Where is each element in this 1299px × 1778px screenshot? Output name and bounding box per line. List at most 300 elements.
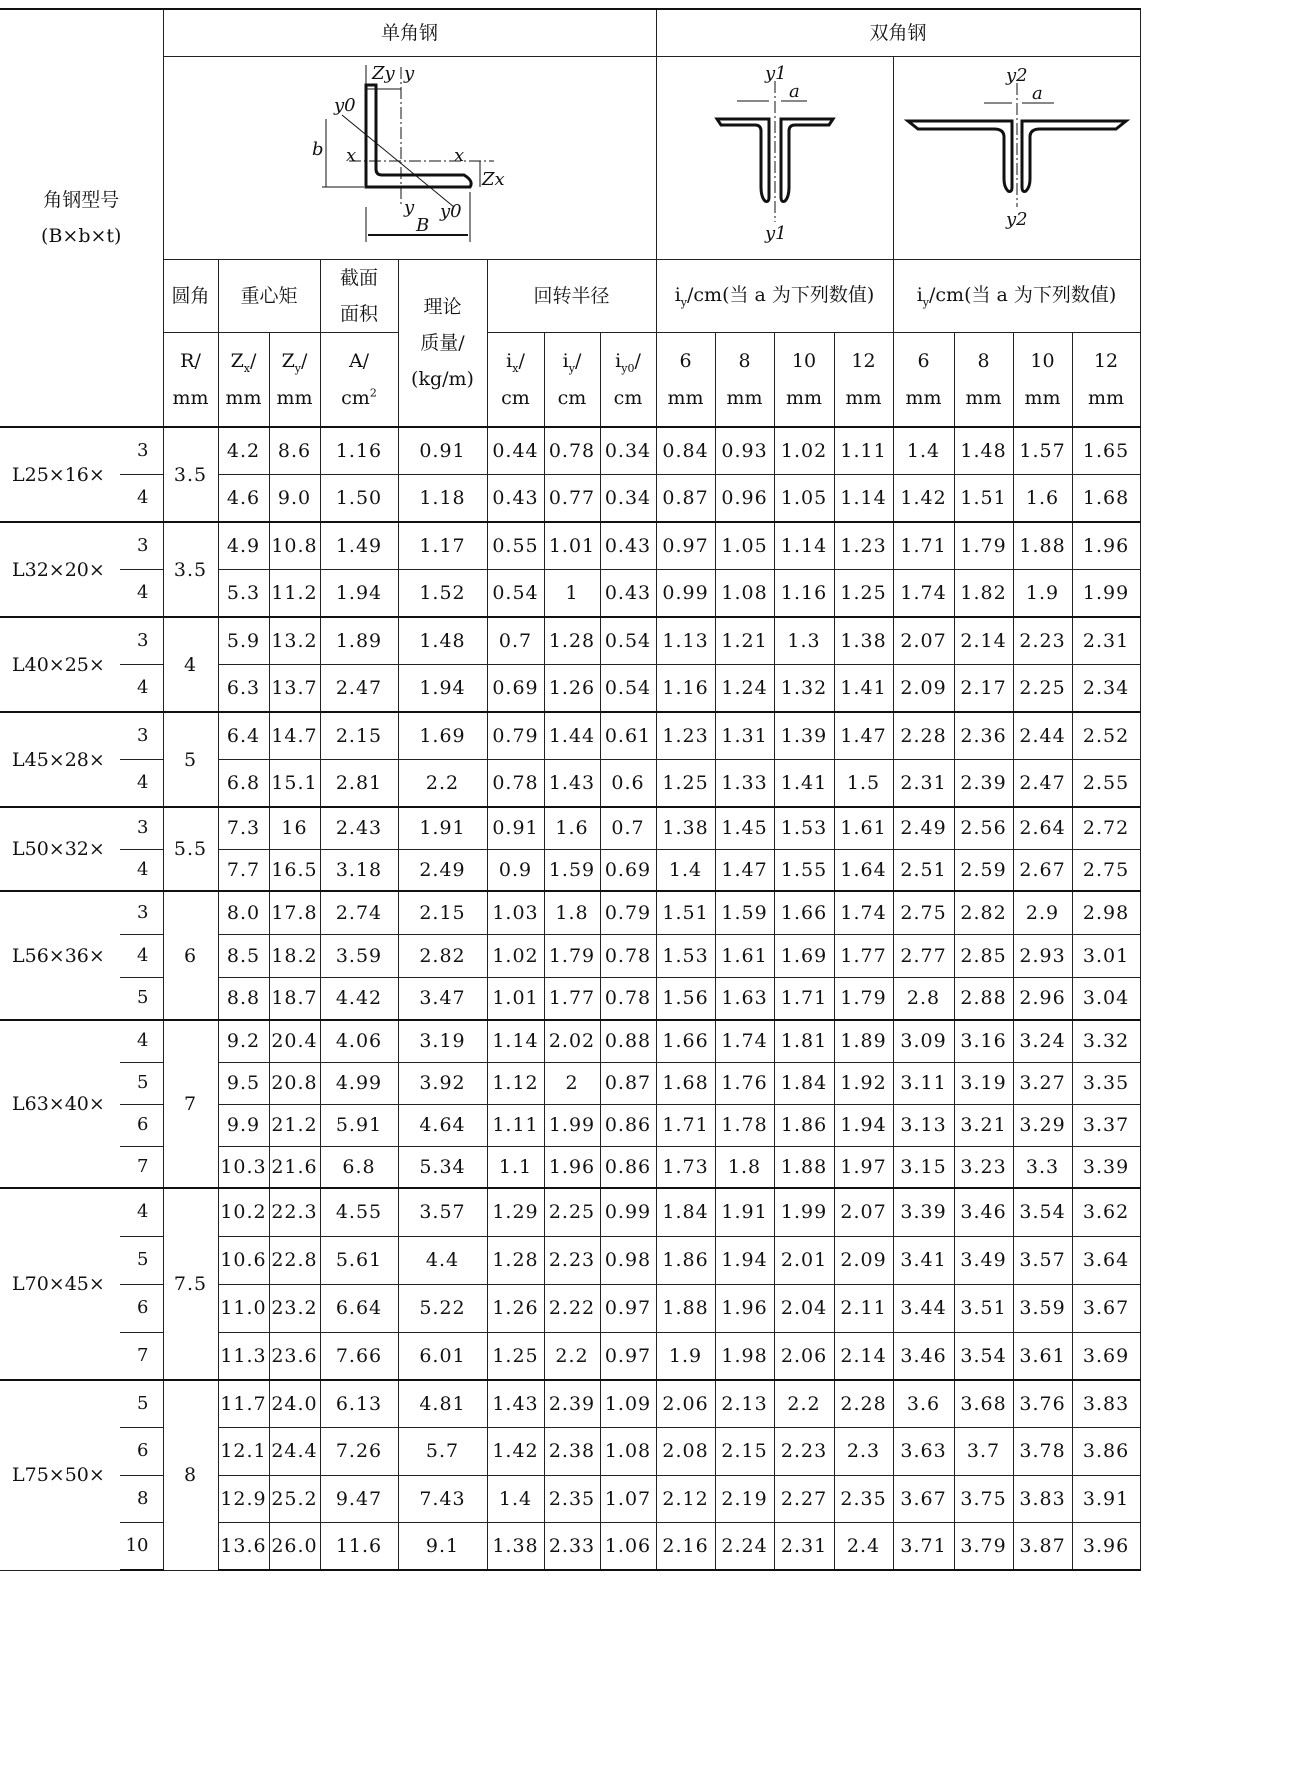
- value-cell: 21.2: [269, 1104, 320, 1146]
- value-cell: 1.43: [487, 1380, 544, 1428]
- value-cell: 9.0: [269, 475, 320, 523]
- value-cell: 1.59: [715, 891, 774, 934]
- value-cell: 7.7: [218, 849, 269, 891]
- value-cell: 3.63: [893, 1428, 954, 1476]
- value-cell: 2.39: [544, 1380, 600, 1428]
- section-area-line2: 面积: [339, 302, 378, 325]
- value-cell: 3.13: [893, 1104, 954, 1146]
- double-angle-figure-2: [894, 57, 1140, 247]
- table-row: [0, 1188, 1140, 1236]
- value-cell: 3.46: [954, 1188, 1013, 1236]
- value-cell: 4.55: [320, 1188, 398, 1236]
- value-cell: 0.78: [600, 934, 656, 977]
- value-cell: 4.64: [398, 1104, 487, 1146]
- value-cell: 2.49: [398, 849, 487, 891]
- value-cell: 13.7: [269, 665, 320, 713]
- value-cell: 1.71: [893, 522, 954, 570]
- value-cell: 2.72: [1072, 807, 1140, 849]
- double-angle-header: 双角钢: [656, 9, 1140, 56]
- value-cell: 1.47: [715, 849, 774, 891]
- value-cell: 0.91: [487, 807, 544, 849]
- centroid-distance-header: 重心矩: [218, 259, 320, 332]
- value-cell: 1.99: [1072, 570, 1140, 618]
- section-name: L50×32×: [0, 807, 120, 891]
- value-cell: 5.61: [320, 1236, 398, 1284]
- value-cell: 11.0: [218, 1284, 269, 1332]
- value-cell: 0.43: [600, 522, 656, 570]
- value-cell: 1.77: [544, 977, 600, 1020]
- value-cell: 16.5: [269, 849, 320, 891]
- value-cell: 1.01: [544, 522, 600, 570]
- value-cell: 1.61: [715, 934, 774, 977]
- value-cell: 7.66: [320, 1332, 398, 1380]
- section-name: L75×50×: [0, 1380, 120, 1570]
- value-cell: 1.86: [656, 1236, 715, 1284]
- value-cell: 0.78: [600, 977, 656, 1020]
- value-cell: 3.83: [1013, 1475, 1072, 1523]
- thickness: 6: [120, 1104, 163, 1146]
- section-name: L70×45×: [0, 1188, 120, 1380]
- value-cell: 6.8: [320, 1146, 398, 1188]
- value-cell: 1.28: [544, 617, 600, 665]
- value-cell: 1.89: [320, 617, 398, 665]
- section-type-formula: (B×b×t): [41, 225, 122, 248]
- corner-radius: 5.5: [163, 807, 218, 891]
- value-cell: 1.69: [774, 934, 834, 977]
- label-y2-top: y2: [1005, 64, 1028, 86]
- value-cell: 2.74: [320, 891, 398, 934]
- value-cell: 3.59: [1013, 1284, 1072, 1332]
- value-cell: 2.25: [1013, 665, 1072, 713]
- value-cell: 2.16: [656, 1523, 715, 1571]
- value-cell: 1.38: [834, 617, 893, 665]
- table-row: [0, 522, 1140, 570]
- value-cell: 3.91: [1072, 1475, 1140, 1523]
- value-cell: 8.8: [218, 977, 269, 1020]
- value-cell: 2.06: [774, 1332, 834, 1380]
- value-cell: 4.9: [218, 522, 269, 570]
- value-cell: 2.2: [544, 1332, 600, 1380]
- label-b-width: B: [415, 214, 429, 236]
- value-cell: 20.4: [269, 1020, 320, 1062]
- value-cell: 1.02: [774, 427, 834, 475]
- thickness: 3: [120, 807, 163, 849]
- value-cell: 1.05: [715, 522, 774, 570]
- value-cell: 1.99: [544, 1104, 600, 1146]
- value-cell: 0.6: [600, 760, 656, 808]
- value-cell: 0.79: [600, 891, 656, 934]
- value-cell: 0.54: [600, 617, 656, 665]
- value-cell: 1.94: [834, 1104, 893, 1146]
- thickness: 5: [120, 1062, 163, 1104]
- value-cell: 1.99: [774, 1188, 834, 1236]
- value-cell: 11.2: [269, 570, 320, 618]
- value-cell: 1.28: [487, 1236, 544, 1284]
- thickness: 5: [120, 977, 163, 1020]
- value-cell: 2.08: [656, 1428, 715, 1476]
- thickness: 4: [120, 1020, 163, 1062]
- value-cell: 3.16: [954, 1020, 1013, 1062]
- value-cell: 1.47: [834, 712, 893, 760]
- value-cell: 6.4: [218, 712, 269, 760]
- unit-iy0: $i_{y0}/$ cm: [600, 332, 656, 427]
- value-cell: 2.02: [544, 1020, 600, 1062]
- value-cell: 1.73: [656, 1146, 715, 1188]
- table-row: [0, 712, 1140, 760]
- section-name: L56×36×: [0, 891, 120, 1020]
- value-cell: 1.66: [774, 891, 834, 934]
- radius-of-gyration-header: 回转半径: [487, 259, 656, 332]
- value-cell: 9.9: [218, 1104, 269, 1146]
- value-cell: 2.27: [774, 1475, 834, 1523]
- thickness: 3: [120, 712, 163, 760]
- value-cell: 1.98: [715, 1332, 774, 1380]
- value-cell: 24.4: [269, 1428, 320, 1476]
- value-cell: 2: [544, 1062, 600, 1104]
- thickness: 3: [120, 617, 163, 665]
- value-cell: 5.91: [320, 1104, 398, 1146]
- value-cell: 1.74: [715, 1020, 774, 1062]
- value-cell: 1.78: [715, 1104, 774, 1146]
- value-cell: 3.6: [893, 1380, 954, 1428]
- value-cell: 1.66: [656, 1020, 715, 1062]
- round-corner-header: 圆角: [163, 259, 218, 332]
- value-cell: 2.28: [893, 712, 954, 760]
- value-cell: 1.68: [1072, 475, 1140, 523]
- value-cell: 1.50: [320, 475, 398, 523]
- value-cell: 1.43: [544, 760, 600, 808]
- value-cell: 7.3: [218, 807, 269, 849]
- thickness: 6: [120, 1428, 163, 1476]
- thickness: 3: [120, 891, 163, 934]
- value-cell: 3.64: [1072, 1236, 1140, 1284]
- label-x-left: x: [345, 144, 356, 166]
- value-cell: 2.07: [893, 617, 954, 665]
- value-cell: 21.6: [269, 1146, 320, 1188]
- value-cell: 12.1: [218, 1428, 269, 1476]
- value-cell: 2.15: [715, 1428, 774, 1476]
- thickness: 7: [120, 1146, 163, 1188]
- value-cell: 8.6: [269, 427, 320, 475]
- value-cell: 1.13: [656, 617, 715, 665]
- spacing-a-8mm-header: 8 mm: [715, 332, 774, 427]
- value-cell: 1.51: [656, 891, 715, 934]
- value-cell: 0.54: [487, 570, 544, 618]
- value-cell: 1.23: [656, 712, 715, 760]
- value-cell: 3.96: [1072, 1523, 1140, 1571]
- value-cell: 1.25: [834, 570, 893, 618]
- value-cell: 2.31: [774, 1523, 834, 1571]
- value-cell: 1.49: [320, 522, 398, 570]
- thickness: 3: [120, 427, 163, 475]
- value-cell: 2.82: [954, 891, 1013, 934]
- value-cell: 4.99: [320, 1062, 398, 1104]
- value-cell: 0.98: [600, 1236, 656, 1284]
- value-cell: 1.71: [774, 977, 834, 1020]
- value-cell: 0.43: [600, 570, 656, 618]
- value-cell: 1.57: [1013, 427, 1072, 475]
- value-cell: 1.33: [715, 760, 774, 808]
- iy-short-leg-header: $i_y/cm$(当 a 为下列数值): [656, 259, 893, 332]
- corner-radius: 7: [163, 1020, 218, 1188]
- value-cell: 11.3: [218, 1332, 269, 1380]
- value-cell: 26.0: [269, 1523, 320, 1571]
- corner-radius: 5: [163, 712, 218, 807]
- value-cell: 3.75: [954, 1475, 1013, 1523]
- thickness: 4: [120, 475, 163, 523]
- value-cell: 0.69: [600, 849, 656, 891]
- value-cell: 1.53: [656, 934, 715, 977]
- value-cell: 1.48: [954, 427, 1013, 475]
- value-cell: 0.87: [656, 475, 715, 523]
- spacing-a-12mm-header: 12 mm: [834, 332, 893, 427]
- value-cell: 2.47: [1013, 760, 1072, 808]
- value-cell: 4.06: [320, 1020, 398, 1062]
- thickness: 10: [120, 1523, 163, 1571]
- value-cell: 1.6: [544, 807, 600, 849]
- value-cell: 18.7: [269, 977, 320, 1020]
- value-cell: 1.18: [398, 475, 487, 523]
- spacing-a-6mm-header: 6 mm: [893, 332, 954, 427]
- value-cell: 1.89: [834, 1020, 893, 1062]
- value-cell: 3.61: [1013, 1332, 1072, 1380]
- value-cell: 1.31: [715, 712, 774, 760]
- value-cell: 1.88: [1013, 522, 1072, 570]
- value-cell: 0.34: [600, 427, 656, 475]
- thickness: 6: [120, 1284, 163, 1332]
- value-cell: 0.44: [487, 427, 544, 475]
- value-cell: 2.64: [1013, 807, 1072, 849]
- value-cell: 8.5: [218, 934, 269, 977]
- value-cell: 0.97: [600, 1284, 656, 1332]
- value-cell: 0.55: [487, 522, 544, 570]
- value-cell: 2.13: [715, 1380, 774, 1428]
- value-cell: 2.06: [656, 1380, 715, 1428]
- value-cell: 3.67: [893, 1475, 954, 1523]
- value-cell: 1.91: [398, 807, 487, 849]
- value-cell: 2.23: [544, 1236, 600, 1284]
- value-cell: 2.56: [954, 807, 1013, 849]
- value-cell: 2.96: [1013, 977, 1072, 1020]
- value-cell: 2.09: [893, 665, 954, 713]
- unit-zx: $Z_x/$ mm: [218, 332, 269, 427]
- value-cell: 2.11: [834, 1284, 893, 1332]
- value-cell: 18.2: [269, 934, 320, 977]
- value-cell: 1.16: [774, 570, 834, 618]
- corner-radius: 4: [163, 617, 218, 712]
- value-cell: 0.97: [656, 522, 715, 570]
- value-cell: 1.55: [774, 849, 834, 891]
- value-cell: 1.42: [893, 475, 954, 523]
- value-cell: 3.71: [893, 1523, 954, 1571]
- value-cell: 1.84: [774, 1062, 834, 1104]
- value-cell: 1.29: [487, 1188, 544, 1236]
- value-cell: 3.09: [893, 1020, 954, 1062]
- value-cell: 2.12: [656, 1475, 715, 1523]
- mass-line1: 理论: [423, 295, 462, 318]
- value-cell: 0.87: [600, 1062, 656, 1104]
- value-cell: 1.44: [544, 712, 600, 760]
- value-cell: 3.01: [1072, 934, 1140, 977]
- value-cell: 2.19: [715, 1475, 774, 1523]
- value-cell: 2.23: [774, 1428, 834, 1476]
- value-cell: 0.97: [600, 1332, 656, 1380]
- value-cell: 22.8: [269, 1236, 320, 1284]
- value-cell: 0.84: [656, 427, 715, 475]
- value-cell: 3.92: [398, 1062, 487, 1104]
- section-area-header: [320, 259, 398, 332]
- value-cell: 1.42: [487, 1428, 544, 1476]
- value-cell: 1.02: [487, 934, 544, 977]
- value-cell: 3.67: [1072, 1284, 1140, 1332]
- label-y0-bottom: y0: [439, 200, 462, 222]
- value-cell: 1.9: [1013, 570, 1072, 618]
- value-cell: 1.82: [954, 570, 1013, 618]
- value-cell: 1.39: [774, 712, 834, 760]
- value-cell: 2.75: [1072, 849, 1140, 891]
- value-cell: 1.61: [834, 807, 893, 849]
- corner-radius: 6: [163, 891, 218, 1020]
- value-cell: 9.1: [398, 1523, 487, 1571]
- value-cell: 9.47: [320, 1475, 398, 1523]
- value-cell: 0.54: [600, 665, 656, 713]
- value-cell: 2.4: [834, 1523, 893, 1571]
- mass-line3: (kg/m): [411, 367, 474, 390]
- thickness: 4: [120, 934, 163, 977]
- value-cell: 2.98: [1072, 891, 1140, 934]
- value-cell: 0.88: [600, 1020, 656, 1062]
- label-y-bottom: y: [403, 196, 414, 218]
- value-cell: 1.51: [954, 475, 1013, 523]
- value-cell: 6.64: [320, 1284, 398, 1332]
- label-zx: Zx: [481, 168, 505, 190]
- value-cell: 1.8: [544, 891, 600, 934]
- value-cell: 3.04: [1072, 977, 1140, 1020]
- value-cell: 1.56: [656, 977, 715, 1020]
- thickness: 4: [120, 849, 163, 891]
- value-cell: 1.59: [544, 849, 600, 891]
- value-cell: 2.47: [320, 665, 398, 713]
- table-row: [0, 1380, 1140, 1428]
- double-angle-figure-1: [657, 57, 893, 247]
- value-cell: 2.15: [320, 712, 398, 760]
- value-cell: 1.74: [893, 570, 954, 618]
- value-cell: 1.96: [715, 1284, 774, 1332]
- value-cell: 1.88: [774, 1146, 834, 1188]
- value-cell: 3.54: [1013, 1188, 1072, 1236]
- spacing-a-6mm-header: 6 mm: [656, 332, 715, 427]
- value-cell: 4.2: [218, 427, 269, 475]
- label-a-2: a: [1031, 82, 1043, 104]
- thickness: 3: [120, 522, 163, 570]
- value-cell: 1.4: [487, 1475, 544, 1523]
- value-cell: 6.01: [398, 1332, 487, 1380]
- value-cell: 2.25: [544, 1188, 600, 1236]
- thickness: 7: [120, 1332, 163, 1380]
- value-cell: 6.8: [218, 760, 269, 808]
- value-cell: 1.14: [834, 475, 893, 523]
- label-y2-bottom: y2: [1005, 208, 1028, 230]
- value-cell: 1.94: [715, 1236, 774, 1284]
- value-cell: 3.79: [954, 1523, 1013, 1571]
- value-cell: 3.46: [893, 1332, 954, 1380]
- value-cell: 1.9: [656, 1332, 715, 1380]
- value-cell: 1.65: [1072, 427, 1140, 475]
- thickness: 4: [120, 1188, 163, 1236]
- value-cell: 10.2: [218, 1188, 269, 1236]
- value-cell: 1.81: [774, 1020, 834, 1062]
- value-cell: 17.8: [269, 891, 320, 934]
- value-cell: 0.96: [715, 475, 774, 523]
- value-cell: 2.52: [1072, 712, 1140, 760]
- value-cell: 1.77: [834, 934, 893, 977]
- value-cell: 3.7: [954, 1428, 1013, 1476]
- value-cell: 1.48: [398, 617, 487, 665]
- value-cell: 0.7: [600, 807, 656, 849]
- value-cell: 3.19: [954, 1062, 1013, 1104]
- value-cell: 3.37: [1072, 1104, 1140, 1146]
- value-cell: 10.8: [269, 522, 320, 570]
- double-angle-short-leg-diagram: [656, 56, 893, 259]
- value-cell: 3.19: [398, 1020, 487, 1062]
- spacing-a-8mm-header: 8 mm: [954, 332, 1013, 427]
- value-cell: 1.63: [715, 977, 774, 1020]
- value-cell: 2.22: [544, 1284, 600, 1332]
- value-cell: 9.2: [218, 1020, 269, 1062]
- unit-ix: $i_x/$ cm: [487, 332, 544, 427]
- value-cell: 11.7: [218, 1380, 269, 1428]
- table-row: [0, 807, 1140, 849]
- value-cell: 1.03: [487, 891, 544, 934]
- value-cell: 1.64: [834, 849, 893, 891]
- value-cell: 3.27: [1013, 1062, 1072, 1104]
- value-cell: 1.12: [487, 1062, 544, 1104]
- value-cell: 2.24: [715, 1523, 774, 1571]
- value-cell: 2.39: [954, 760, 1013, 808]
- value-cell: 6.13: [320, 1380, 398, 1428]
- thickness: 4: [120, 760, 163, 808]
- value-cell: 2.49: [893, 807, 954, 849]
- value-cell: 3.11: [893, 1062, 954, 1104]
- value-cell: 1.16: [320, 427, 398, 475]
- value-cell: 2.93: [1013, 934, 1072, 977]
- value-cell: 1.05: [774, 475, 834, 523]
- value-cell: 2.17: [954, 665, 1013, 713]
- thickness: 4: [120, 665, 163, 713]
- value-cell: 1.09: [600, 1380, 656, 1428]
- value-cell: 2.3: [834, 1428, 893, 1476]
- value-cell: 3.51: [954, 1284, 1013, 1332]
- value-cell: 2.9: [1013, 891, 1072, 934]
- value-cell: 3.39: [893, 1188, 954, 1236]
- label-a: a: [788, 80, 800, 102]
- value-cell: 1.41: [774, 760, 834, 808]
- thickness: 8: [120, 1475, 163, 1523]
- section-name: L63×40×: [0, 1020, 120, 1188]
- value-cell: 13.2: [269, 617, 320, 665]
- value-cell: 3.49: [954, 1236, 1013, 1284]
- value-cell: 2.2: [398, 760, 487, 808]
- section-type-title: 角钢型号: [43, 189, 120, 212]
- value-cell: 1.79: [834, 977, 893, 1020]
- value-cell: 2.31: [1072, 617, 1140, 665]
- value-cell: 2.07: [834, 1188, 893, 1236]
- single-angle-figure: [164, 57, 657, 247]
- value-cell: 3.87: [1013, 1523, 1072, 1571]
- value-cell: 1.74: [834, 891, 893, 934]
- value-cell: 0.78: [487, 760, 544, 808]
- value-cell: 3.24: [1013, 1020, 1072, 1062]
